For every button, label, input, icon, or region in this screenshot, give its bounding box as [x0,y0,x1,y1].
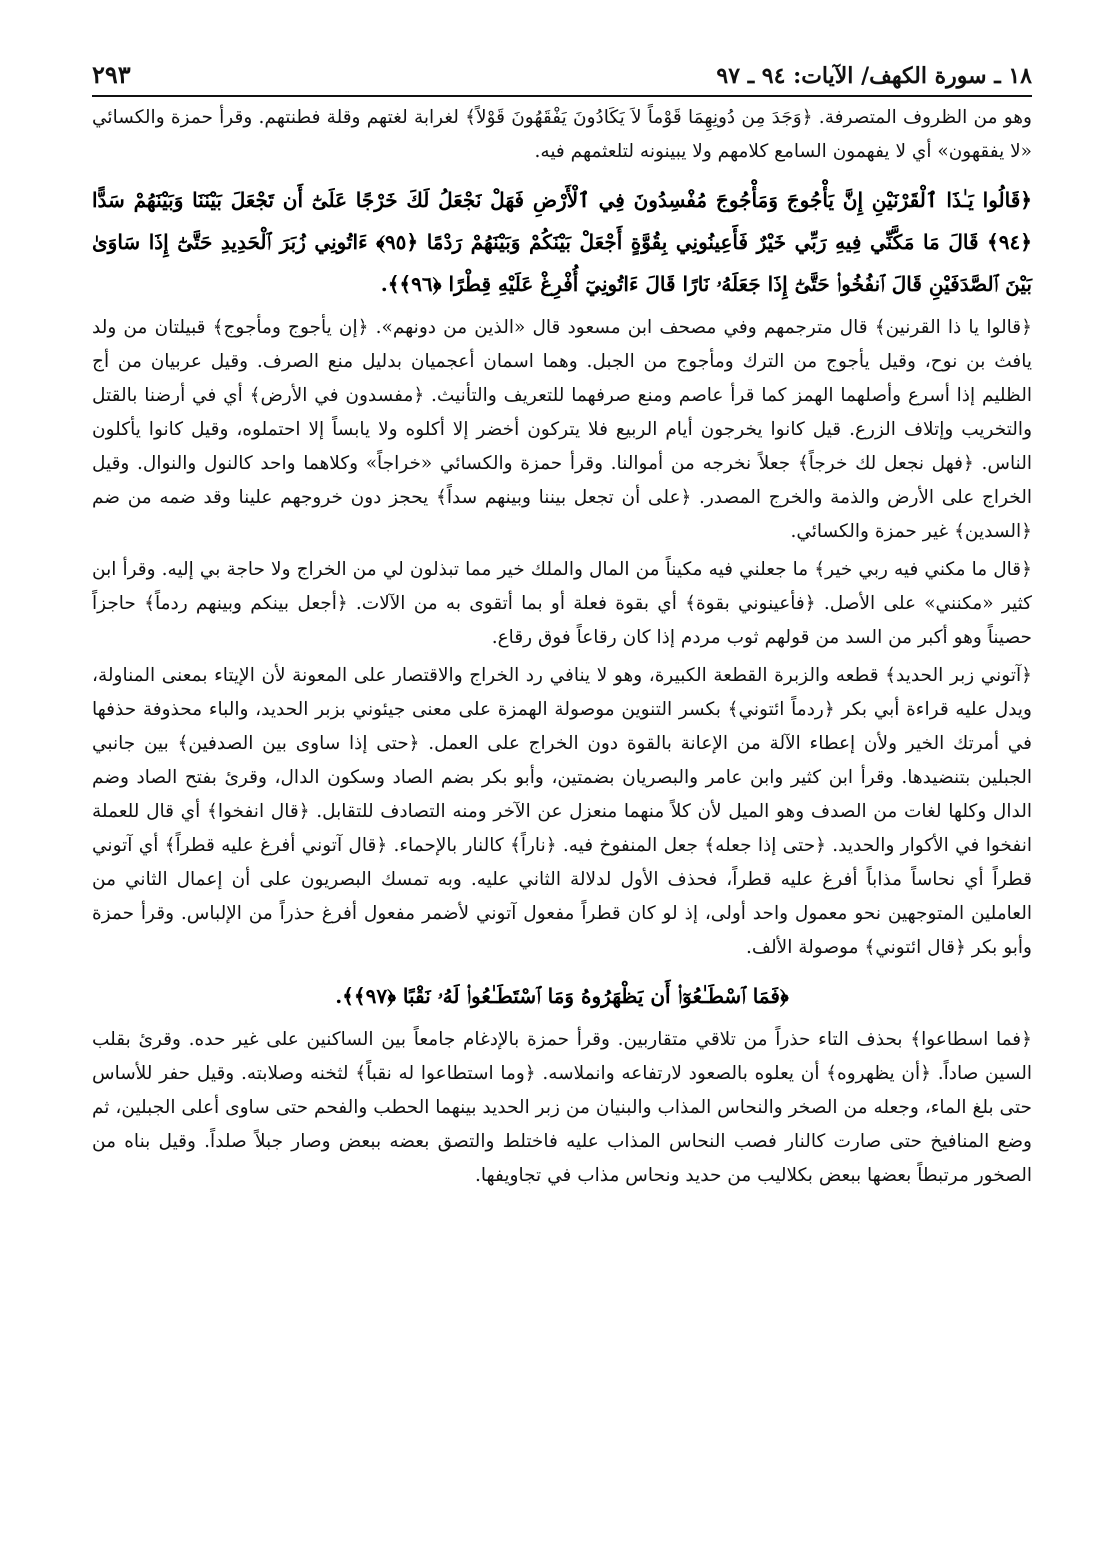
quran-verses: ﴿قَالُوا يَـٰذَا ٱلْقَرْنَيْنِ إِنَّ يَأْجُوجَ وَمَأْجُوجَ مُفْسِدُونَ فِي ٱلْأَرْضِ فَهَلْ نَجْعَلُ لَكَ خَرْجًا عَلَىٰٓ أَن تَجْعَلَ بَيْنَنَا وَبَيْنَهُمْ سَدًّا ﴿٩٤﴾ قَالَ مَا مَكَّنِّي فِيهِ رَبِّي خَيْرٌ فَأَعِينُونِي بِقُوَّةٍ أَجْعَلْ بَيْنَكُمْ وَبَيْنَهُمْ رَدْمًا ﴿٩٥﴾ ءَاتُونِي زُبَرَ ٱلْحَدِيدِ حَتَّىٰٓ إِذَا سَاوَىٰ بَيْنَ ٱلصَّدَفَيْنِ قَالَ ٱنفُخُوا۟ حَتَّىٰٓ إِذَا جَعَلَهُۥ نَارًا قَالَ ءَاتُونِيٓ أُفْرِغْ عَلَيْهِ قِطْرًا ﴿٩٦﴾﴾. [92,188,1032,296]
page-number: ٢٩٣ [92,60,131,89]
page [92,60,1032,1193]
commentary-paragraph: ﴿فما اسطاعوا﴾ بحذف التاء حذراً من تلاقي متقاربين. وقرأ حمزة بالإدغام جامعاً بين الساكنين على غير حده. وقرئ بقلب السين صاداً. ﴿أن يظهروه﴾ أن يعلوه بالصعود لارتفاعه وانملاسه. ﴿وما استطاعوا له نقباً﴾ لثخنه وصلابته. وقيل حفر للأساس حتى بلغ الماء، وجعله من الصخر والنحاس المذاب والبنيان من زبر الحديد بينهما الحطب والفحم حتى ساوى أعلى الجبلين، ثم وضع المنافيخ حتى صارت كالنار فصب النحاس المذاب عليه فاختلط والتصق بعضه ببعض وصار جبلاً صلداً. وقيل بناه من الصخور مرتبطاً بعضها ببعض بكلاليب من حديد ونحاس مذاب في تجاويفها. [92,1029,1032,1186]
commentary-paragraph: ﴿قال ما مكني فيه ربي خير﴾ ما جعلني فيه مكيناً من المال والملك خير مما تبذلون لي من الخراج ولا حاجة بي إليه. وقرأ ابن كثير «مكنني» على الأصل. ﴿فأعينوني بقوة﴾ أي بقوة فعلة أو بما أتقوى به من الآلات. ﴿أجعل بينكم وبينهم ردماً﴾ حاجزاً حصيناً وهو أكبر من السد من قولهم ثوب مردم إذا كان رقاعاً فوق رقاع. [92,559,1032,648]
commentary-paragraph: ﴿آتوني زبر الحديد﴾ قطعه والزبرة القطعة الكبيرة، وهو لا ينافي رد الخراج والاقتصار على المعونة لأن الإيتاء بمعنى المناولة، ويدل عليه قراءة أبي بكر ﴿ردماً ائتوني﴾ بكسر التنوين موصولة الهمزة على معنى جيئوني بزبر الحديد، والباء محذوفة حذفها في أمرتك الخير ولأن إعطاء الآلة من الإعانة بالقوة دون الخراج على العمل. ﴿حتى إذا ساوى بين الصدفين﴾ بين جانبي الجبلين بتنضيدها. وقرأ ابن كثير وابن عامر والبصريان بضمتين، وأبو بكر بضم الصاد وسكون الدال، وقرئ بفتح الصاد وضم الدال وكلها لغات من الصدف وهو الميل لأن كلاً منهما منعزل عن الآخر ومنه التصادف للتقابل. ﴿قال انفخوا﴾ أي قال للعملة انفخوا في الأكوار والحديد. ﴿حتى إذا جعله﴾ جعل المنفوخ فيه. ﴿ناراً﴾ كالنار بالإحماء. ﴿قال آتوني أفرغ عليه قطراً﴾ أي آتوني قطراً أي نحاساً مذاباً أفرغ عليه قطراً، فحذف الأول لدلالة الثاني عليه. وبه تمسك البصريون على أن إعمال الثاني من العاملين المتوجهين نحو معمول واحد أولى، إذ لو كان قطراً مفعول آتوني لأضمر مفعول أفرغ حذراً من الإلباس. وقرأ حمزة وأبو بكر ﴿قال ائتوني﴾ موصولة الألف. [92,665,1032,958]
page-header [92,60,1032,97]
commentary-paragraph: ﴿قالوا يا ذا القرنين﴾ قال مترجمهم وفي مصحف ابن مسعود قال «الذين من دونهم». ﴿إن يأجوج ومأجوج﴾ قبيلتان من ولد يافث بن نوح، وقيل يأجوج من الترك ومأجوج من الجبل. وهما اسمان أعجميان بدليل منع الصرف. وقيل عربيان من أج الظليم إذا أسرع وأصلهما الهمز كما قرأ عاصم ومنع صرفهما للتعريف والتأنيث. ﴿مفسدون في الأرض﴾ أي في أرضنا بالقتل والتخريب وإتلاف الزرع. قيل كانوا يخرجون أيام الربيع فلا يتركون أخضر إلا أكلوه ولا يابساً إلا احتملوه، وقيل كانوا يأكلون الناس. ﴿فهل نجعل لك خرجاً﴾ جعلاً نخرجه من أموالنا. وقرأ حمزة والكسائي «خراجاً» وكلاهما واحد كالنول والنوال. وقيل الخراج على الأرض والذمة والخرج المصدر. ﴿على أن تجعل بيننا وبينهم سداً﴾ يحجز دون خروجهم علينا وقد ضمه من ضم ﴿السدين﴾ غير حمزة والكسائي. [92,317,1032,542]
commentary-paragraph: وهو من الظروف المتصرفة. ﴿وَجَدَ مِن دُونِهِمَا قَوْماً لاَ يَكَادُونَ يَفْقَهُونَ قَوْلاً﴾ لغرابة لغتهم وقلة فطنتهم. وقرأ حمزة والكسائي «لا يفقهون» أي لا يفهمون السامع كلامهم ولا يبينونه لتلعثمهم فيه. [92,107,1032,162]
quran-verse: ﴿فَمَا ٱسْطَـٰعُوٓا۟ أَن يَظْهَرُوهُ وَمَا ٱسْتَطَـٰعُوا۟ لَهُۥ نَقْبًا ﴿٩٧﴾﴾. [335,984,789,1008]
running-title: ١٨ ـ سورة الكهف/ الآيات: ٩٤ ـ ٩٧ [716,63,1032,89]
